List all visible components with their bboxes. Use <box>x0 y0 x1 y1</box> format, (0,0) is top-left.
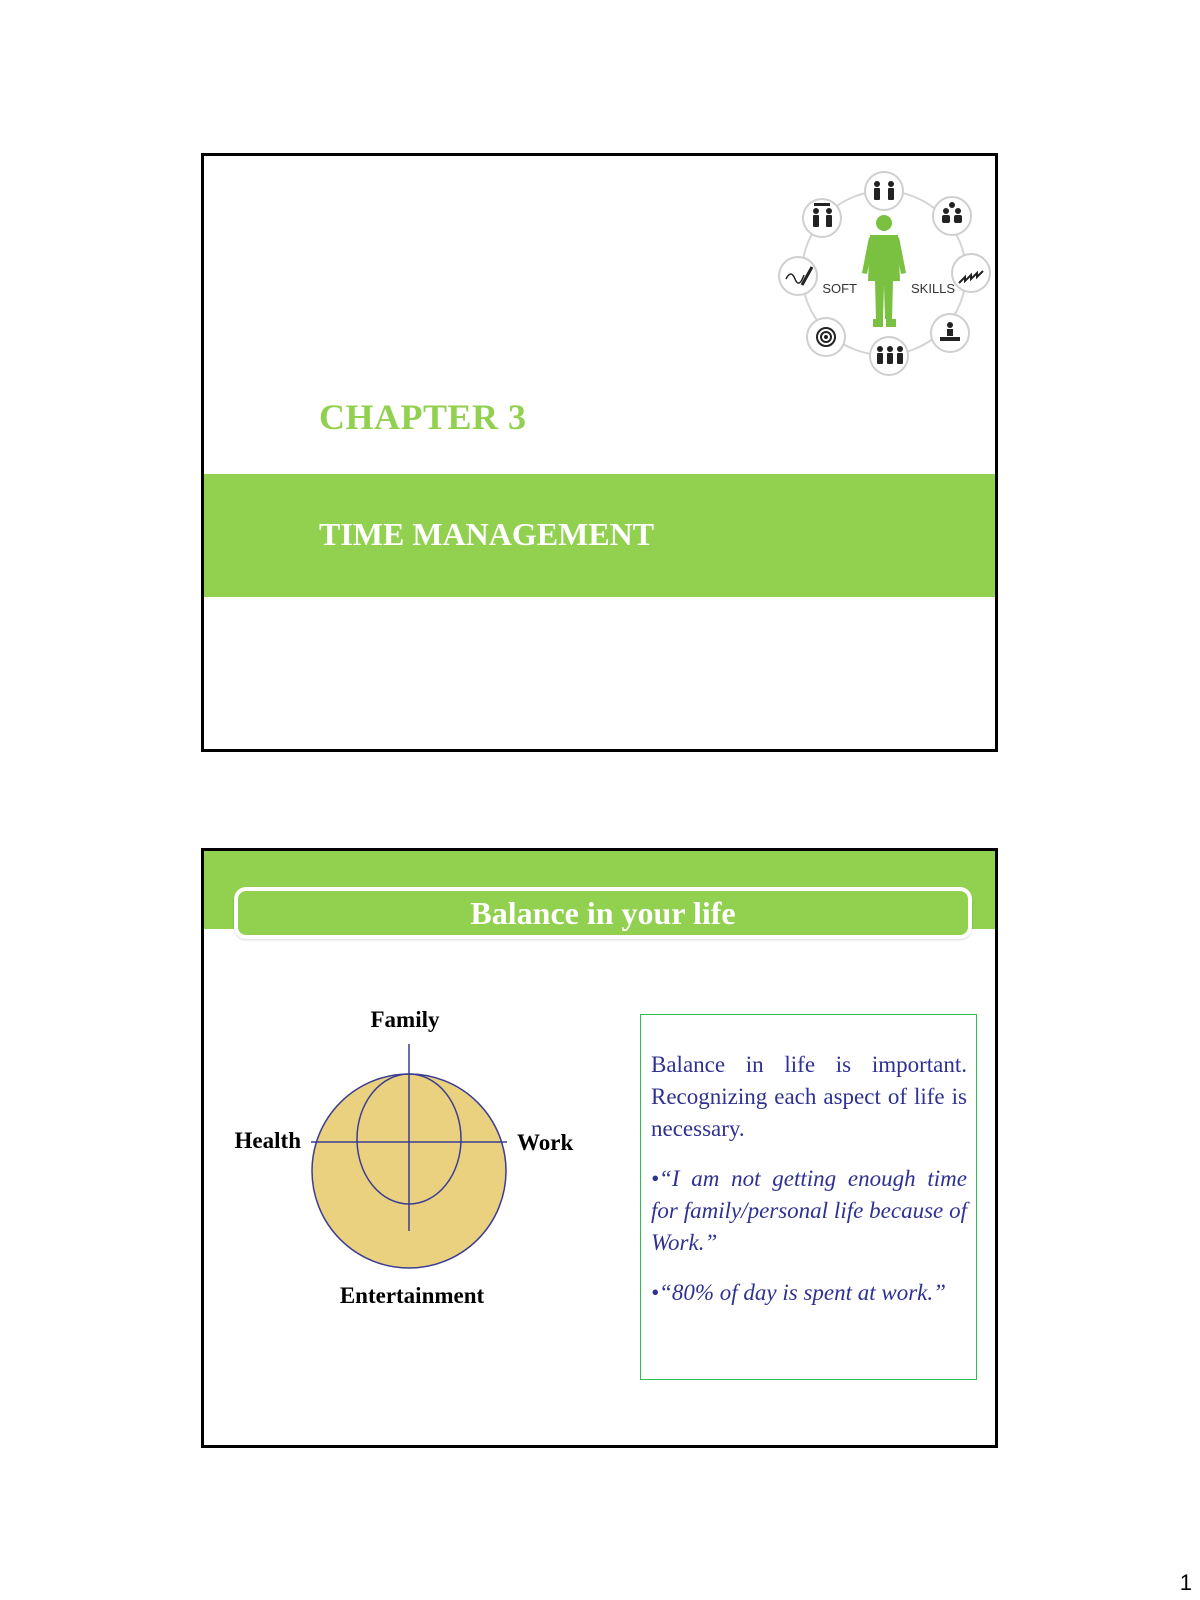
slide-balance <box>201 848 998 1448</box>
quote-day-spent: •“80% of day is spent at work.” <box>651 1280 946 1305</box>
skills-label: SKILLS <box>911 281 956 296</box>
page-number: 1 <box>1179 1570 1192 1595</box>
title-bar <box>234 887 972 939</box>
slide-title: TIME MANAGEMENT <box>319 516 655 552</box>
balance-text-box <box>640 1014 977 1380</box>
family-label: Family <box>370 1007 440 1032</box>
chapter-heading: CHAPTER 3 <box>319 397 527 437</box>
slide-chapter-title <box>201 153 998 752</box>
entertainment-label: Entertainment <box>339 1283 485 1308</box>
work-label: Work <box>517 1130 574 1155</box>
quote-work-time: •“I am not getting enough time for family/personal life because of Work.” <box>651 1166 967 1255</box>
title-band <box>204 474 995 597</box>
intro-paragraph: Balance in life is important. Recognizing each aspect of life is necessary. <box>651 1052 967 1141</box>
balance-wheel-diagram-icon <box>219 996 619 1336</box>
slide-title: Balance in your life <box>470 895 736 931</box>
health-label: Health <box>234 1128 301 1153</box>
soft-skills-logo-icon <box>774 161 998 386</box>
soft-label: SOFT <box>822 281 857 296</box>
